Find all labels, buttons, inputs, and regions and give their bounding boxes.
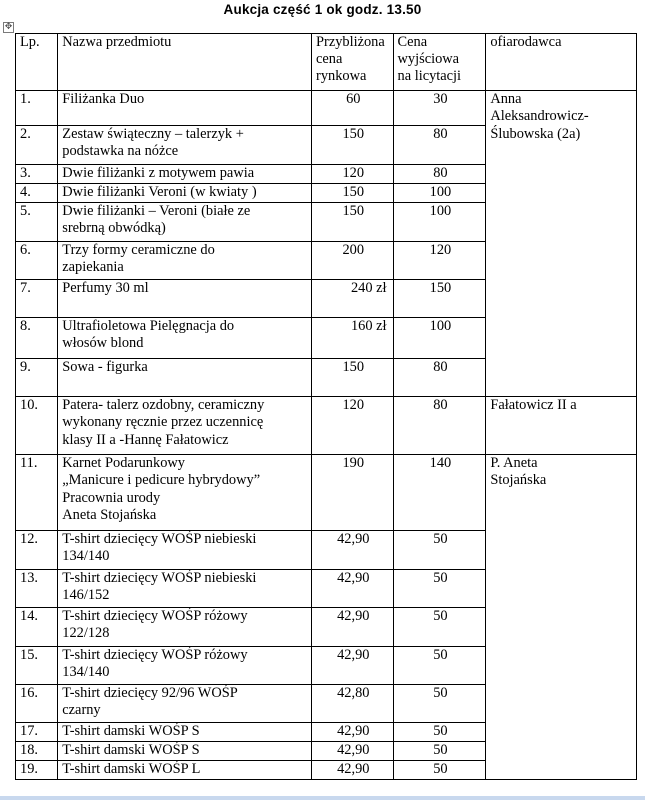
row-number: 16. — [16, 685, 58, 723]
row-number: 3. — [16, 165, 58, 184]
donor — [486, 91, 637, 397]
item-name-line: Filiżanka Duo — [62, 91, 145, 107]
item-name-line: Trzy formy ceramiczne do — [62, 242, 215, 258]
window-bottom-edge — [0, 796, 645, 800]
market-price: 120 — [312, 165, 393, 184]
header-start-line: Cena — [397, 34, 428, 50]
item-name-line: Dwie filiżanki z motywem pawia — [62, 165, 255, 181]
item-name — [58, 531, 312, 570]
item-name-line: T-shirt damski WOŚP L — [62, 761, 201, 777]
item-name — [58, 359, 312, 397]
table-move-handle-icon[interactable]: ✥ — [4, 22, 13, 32]
donor-line: Ślubowska (2a) — [490, 125, 581, 142]
item-name — [58, 685, 312, 723]
donor-line: Anna — [490, 91, 522, 107]
row-number: 18. — [16, 742, 58, 761]
item-name-line: 146/152 — [62, 587, 110, 604]
row-number: 1. — [16, 91, 58, 126]
item-name-line: zapiekania — [62, 259, 124, 276]
item-name-line: T-shirt dziecięcy WOŚP różowy — [62, 608, 248, 624]
item-name-line: srebrną obwódką) — [62, 220, 166, 237]
starting-price: 80 — [393, 165, 486, 184]
item-name-line: Dwie filiżanki – Veroni (białe ze — [62, 203, 251, 219]
item-name — [58, 184, 312, 203]
starting-price: 30 — [393, 91, 486, 126]
market-price: 42,90 — [312, 723, 393, 742]
header-price-line: rynkowa — [316, 68, 367, 84]
market-price: 60 — [312, 91, 393, 126]
market-price: 42,90 — [312, 647, 393, 685]
item-name-line: T-shirt dziecięcy 92/96 WOŚP — [62, 685, 238, 701]
market-price: 42,90 — [312, 761, 393, 780]
starting-price: 100 — [393, 184, 486, 203]
item-name-line: Karnet Podarunkowy — [62, 455, 185, 471]
item-name — [58, 455, 312, 531]
item-name-line: T-shirt dziecięcy WOŚP niebieski — [62, 531, 257, 547]
item-name-line: wykonany ręcznie przez uczennicę — [62, 414, 264, 431]
row-number: 11. — [16, 455, 58, 531]
item-name-line: Dwie filiżanki Veroni (w kwiaty ) — [62, 184, 257, 200]
item-name-line: 134/140 — [62, 664, 110, 681]
item-name-line: Patera- talerz ozdobny, ceramiczny — [62, 397, 265, 413]
row-number: 6. — [16, 242, 58, 280]
item-name — [58, 280, 312, 318]
starting-price: 50 — [393, 723, 486, 742]
item-name — [58, 397, 312, 455]
starting-price: 80 — [393, 359, 486, 397]
item-name — [58, 242, 312, 280]
item-name — [58, 723, 312, 742]
starting-price: 100 — [393, 318, 486, 359]
starting-price: 50 — [393, 742, 486, 761]
donor-line: Stojańska — [490, 472, 547, 489]
row-number: 9. — [16, 359, 58, 397]
starting-price: 150 — [393, 280, 486, 318]
donor-line: Aleksandrowicz- — [490, 108, 589, 125]
row-number: 10. — [16, 397, 58, 455]
market-price: 150 — [312, 126, 393, 165]
item-name — [58, 570, 312, 608]
row-number: 15. — [16, 647, 58, 685]
market-price: 42,90 — [312, 570, 393, 608]
starting-price: 120 — [393, 242, 486, 280]
starting-price: 80 — [393, 397, 486, 455]
donor-line: Fałatowicz II a — [490, 397, 577, 413]
table-row — [16, 455, 637, 531]
item-name-line: T-shirt dziecięcy WOŚP niebieski — [62, 570, 257, 586]
donor-line: P. Aneta — [490, 455, 538, 471]
market-price: 42,90 — [312, 608, 393, 647]
market-price: 150 — [312, 203, 393, 242]
row-number: 5. — [16, 203, 58, 242]
item-name — [58, 318, 312, 359]
row-number: 14. — [16, 608, 58, 647]
item-name — [58, 165, 312, 184]
market-price: 150 — [312, 184, 393, 203]
donor — [486, 455, 637, 780]
table-header-row — [16, 34, 637, 91]
item-name-line: „Manicure i pedicure hybrydowy” — [62, 472, 261, 489]
market-price: 120 — [312, 397, 393, 455]
item-name — [58, 647, 312, 685]
header-start-line: wyjściowa — [397, 51, 460, 67]
item-name-line: T-shirt damski WOŚP S — [62, 742, 200, 758]
header-price — [312, 34, 393, 91]
header-donor: ofiarodawca — [486, 34, 637, 91]
item-name-line: T-shirt damski WOŚP S — [62, 723, 200, 739]
document-title: Aukcja część 1 ok godz. 13.50 — [223, 2, 422, 17]
row-number: 4. — [16, 184, 58, 203]
item-name-line: podstawka na nóżce — [62, 143, 179, 160]
item-name-line: 122/128 — [62, 625, 110, 642]
item-name-line: Pracownia urody — [62, 489, 161, 506]
starting-price: 80 — [393, 126, 486, 165]
header-start — [393, 34, 486, 91]
item-name — [58, 761, 312, 780]
item-name-line: Perfumy 30 ml — [62, 280, 149, 296]
starting-price: 50 — [393, 570, 486, 608]
row-number: 12. — [16, 531, 58, 570]
item-name-line: klasy II a -Hannę Fałatowicz — [62, 431, 229, 448]
row-number: 19. — [16, 761, 58, 780]
row-number: 2. — [16, 126, 58, 165]
starting-price: 50 — [393, 608, 486, 647]
starting-price: 50 — [393, 531, 486, 570]
header-start-line: na licytacji — [397, 68, 462, 84]
table-row — [16, 397, 637, 455]
row-number: 17. — [16, 723, 58, 742]
row-number: 13. — [16, 570, 58, 608]
market-price: 42,90 — [312, 531, 393, 570]
item-name-line: Aneta Stojańska — [62, 507, 157, 524]
market-price: 42,80 — [312, 685, 393, 723]
starting-price: 140 — [393, 455, 486, 531]
item-name-line: włosów blond — [62, 335, 144, 352]
auction-table — [15, 33, 637, 780]
header-name: Nazwa przedmiotu — [58, 34, 312, 91]
item-name — [58, 203, 312, 242]
item-name — [58, 126, 312, 165]
item-name-line: Zestaw świąteczny – talerzyk + — [62, 126, 244, 142]
header-price-line: cena — [316, 51, 343, 67]
market-price: 190 — [312, 455, 393, 531]
starting-price: 50 — [393, 685, 486, 723]
starting-price: 50 — [393, 761, 486, 780]
market-price: 160 zł — [312, 318, 393, 359]
item-name-line: czarny — [62, 702, 101, 719]
item-name-line: Ultrafioletowa Pielęgnacja do — [62, 318, 235, 334]
item-name-line: T-shirt dziecięcy WOŚP różowy — [62, 647, 248, 663]
header-lp: Lp. — [16, 34, 58, 91]
market-price: 42,90 — [312, 742, 393, 761]
market-price: 150 — [312, 359, 393, 397]
item-name — [58, 608, 312, 647]
item-name — [58, 91, 312, 126]
market-price: 240 zł — [312, 280, 393, 318]
starting-price: 50 — [393, 647, 486, 685]
item-name-line: 134/140 — [62, 548, 110, 565]
header-price-line: Przybliżona — [316, 34, 385, 50]
item-name — [58, 742, 312, 761]
row-number: 7. — [16, 280, 58, 318]
table-row — [16, 91, 637, 126]
donor — [486, 397, 637, 455]
item-name-line: Sowa - figurka — [62, 359, 148, 375]
starting-price: 100 — [393, 203, 486, 242]
row-number: 8. — [16, 318, 58, 359]
market-price: 200 — [312, 242, 393, 280]
